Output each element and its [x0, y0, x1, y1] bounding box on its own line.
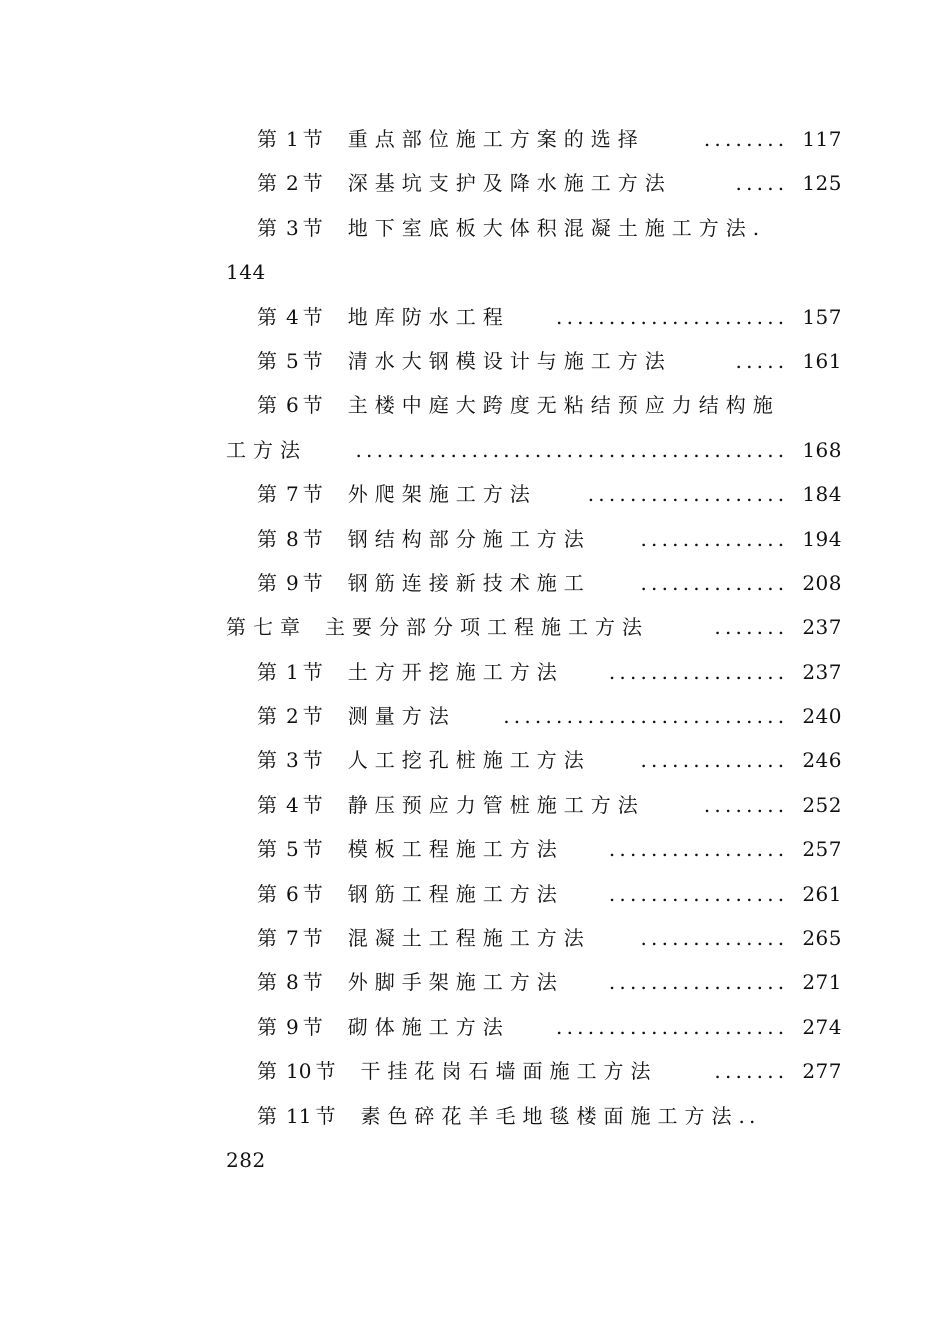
- leader-dots: .....: [735, 171, 789, 196]
- toc-entry[interactable]: [0, 1049, 950, 1093]
- section-label: 第 8 节: [257, 970, 330, 995]
- leader-dots: ........: [703, 792, 789, 817]
- chapter-title: 主要分部分项工程施工方法: [325, 615, 649, 640]
- page-number: 237: [802, 659, 842, 684]
- section-label: 第 6 节: [257, 393, 330, 418]
- page-number: 277: [802, 1059, 842, 1084]
- toc-entry[interactable]: [0, 1005, 950, 1049]
- leader-dots: .................: [608, 659, 789, 684]
- page-number: 257: [802, 837, 842, 862]
- section-label: 第 3 节: [257, 748, 330, 773]
- section-label: 第 8 节: [257, 526, 330, 551]
- section-title: 钢筋连接新技术施工: [347, 570, 591, 595]
- toc-entry[interactable]: [0, 517, 950, 561]
- toc-entry[interactable]: [0, 117, 950, 161]
- leader-dots: .: [752, 215, 764, 240]
- leader-dots: .........................................: [355, 437, 789, 462]
- page-number: 161: [802, 348, 842, 373]
- section-label: 第 2 节: [257, 704, 330, 729]
- section-title: 钢结构部分施工方法: [347, 526, 591, 551]
- page-number: 252: [802, 792, 842, 817]
- section-title: 钢筋工程施工方法: [347, 881, 564, 906]
- section-title: 模板工程施工方法: [347, 837, 564, 862]
- toc-entry[interactable]: [0, 472, 950, 516]
- section-label: 第 5 节: [257, 837, 330, 862]
- section-label: 第 11 节: [257, 1103, 343, 1128]
- section-title: 静压预应力管桩施工方法: [347, 792, 645, 817]
- page-number: 157: [802, 304, 842, 329]
- leader-dots: .................: [608, 881, 789, 906]
- leader-dots: ........: [703, 127, 789, 151]
- page-number: 184: [802, 482, 842, 507]
- section-title: 测量方法: [347, 704, 456, 729]
- leader-dots: .....: [735, 348, 789, 373]
- section-label: 第 2 节: [257, 171, 330, 196]
- leader-dots: ......................: [556, 1014, 789, 1039]
- leader-dots: ..............: [640, 926, 789, 951]
- table-of-contents: [0, 117, 950, 1182]
- section-label: 第 1 节: [257, 127, 330, 151]
- section-label: 第 4 节: [257, 792, 330, 817]
- page-number: 168: [802, 437, 842, 462]
- leader-dots: ...........................: [503, 704, 789, 729]
- toc-chapter-entry[interactable]: [0, 605, 950, 649]
- toc-entry[interactable]: [0, 783, 950, 827]
- section-label: 第 9 节: [257, 1014, 330, 1039]
- leader-dots: ..: [738, 1103, 760, 1128]
- section-label: 第 10 节: [257, 1059, 343, 1084]
- section-label: 第 9 节: [257, 570, 330, 595]
- toc-entry-continuation: [0, 1138, 950, 1182]
- page-number: 240: [802, 704, 842, 729]
- section-title: 砌体施工方法: [347, 1014, 510, 1039]
- section-title: 干挂花岗石墙面施工方法: [360, 1059, 658, 1084]
- toc-entry-continuation: [0, 428, 950, 472]
- leader-dots: ..............: [640, 526, 789, 551]
- section-title: 地下室底板大体积混凝土施工方法: [347, 215, 753, 240]
- section-label: 第 6 节: [257, 881, 330, 906]
- leader-dots: .................: [608, 970, 789, 995]
- toc-entry[interactable]: [0, 161, 950, 205]
- toc-entry-continuation: [0, 250, 950, 294]
- page-number: 265: [802, 926, 842, 951]
- page-number: 194: [802, 526, 842, 551]
- toc-entry[interactable]: [0, 916, 950, 960]
- toc-entry[interactable]: [0, 827, 950, 871]
- section-label: 第 3 节: [257, 215, 330, 240]
- page-number: 208: [802, 570, 842, 595]
- leader-dots: .......: [714, 615, 789, 640]
- section-title: 素色碎花羊毛地毯楼面施工方法: [360, 1103, 739, 1128]
- page-number: 117: [802, 127, 842, 151]
- section-title-continuation: 工方法: [226, 437, 307, 462]
- section-title: 外脚手架施工方法: [347, 970, 564, 995]
- toc-entry[interactable]: [0, 383, 950, 427]
- section-title: 地库防水工程: [347, 304, 510, 329]
- section-label: 第 5 节: [257, 348, 330, 373]
- section-title: 土方开挖施工方法: [347, 659, 564, 684]
- section-label: 第 7 节: [257, 482, 330, 507]
- section-title: 清水大钢模设计与施工方法: [347, 348, 672, 373]
- leader-dots: ......................: [556, 304, 789, 329]
- page-number: 246: [802, 748, 842, 773]
- toc-entry[interactable]: [0, 1094, 950, 1138]
- page-number: 271: [802, 970, 842, 995]
- section-label: 第 4 节: [257, 304, 330, 329]
- page-number: 125: [802, 171, 842, 196]
- section-label: 第 1 节: [257, 659, 330, 684]
- section-title: 深基坑支护及降水施工方法: [347, 171, 672, 196]
- section-title: 重点部位施工方案的选择: [347, 127, 645, 151]
- leader-dots: .................: [608, 837, 789, 862]
- page-number: 274: [802, 1014, 842, 1039]
- toc-entry[interactable]: [0, 960, 950, 1004]
- toc-entry[interactable]: [0, 694, 950, 738]
- leader-dots: ...................: [587, 482, 789, 507]
- page-number: 261: [802, 881, 842, 906]
- toc-entry[interactable]: [0, 339, 950, 383]
- toc-entry[interactable]: [0, 206, 950, 250]
- section-title: 混凝土工程施工方法: [347, 926, 591, 951]
- page-number: 282: [226, 1147, 266, 1172]
- section-label: 第 7 节: [257, 926, 330, 951]
- section-title: 主楼中庭大跨度无粘结预应力结构施: [347, 393, 780, 418]
- toc-entry[interactable]: [0, 650, 950, 694]
- toc-entry[interactable]: [0, 738, 950, 782]
- leader-dots: ..............: [640, 570, 789, 595]
- section-title: 人工挖孔桩施工方法: [347, 748, 591, 773]
- chapter-label: 第七章: [226, 615, 307, 640]
- page-number: 237: [802, 615, 842, 640]
- toc-entry[interactable]: [0, 561, 950, 605]
- toc-entry[interactable]: [0, 872, 950, 916]
- toc-entry[interactable]: [0, 295, 950, 339]
- leader-dots: ..............: [640, 748, 789, 773]
- leader-dots: .......: [714, 1059, 789, 1084]
- section-title: 外爬架施工方法: [347, 482, 537, 507]
- page-number: 144: [226, 260, 266, 285]
